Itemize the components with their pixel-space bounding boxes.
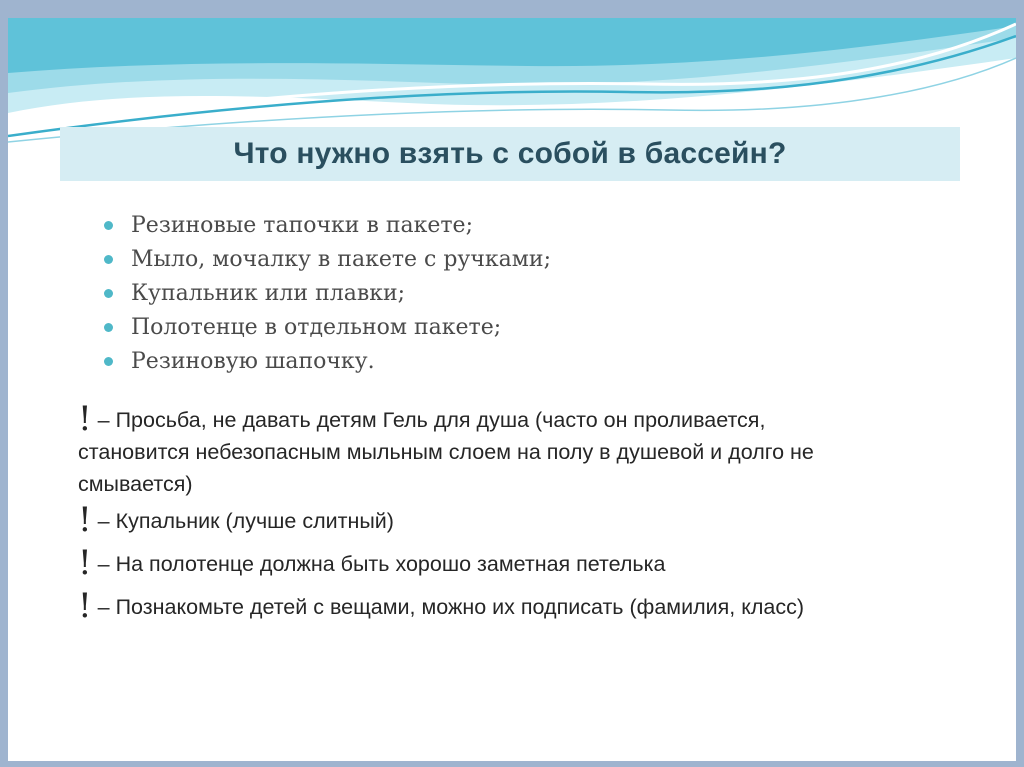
list-item-text: Полотенце в отдельном пакете; bbox=[131, 314, 502, 340]
bullet-icon bbox=[104, 255, 113, 264]
bullet-icon bbox=[104, 323, 113, 332]
note-line bbox=[78, 543, 978, 583]
exclamation-icon: ! bbox=[78, 586, 92, 626]
slide-title: Что нужно взять с собой в бассейн? bbox=[233, 137, 787, 170]
bullet-icon bbox=[104, 357, 113, 366]
list-item-text: Купальник или плавки; bbox=[131, 280, 406, 306]
title-band bbox=[60, 127, 960, 181]
notes-section bbox=[78, 399, 978, 633]
note-line bbox=[78, 500, 978, 540]
slide bbox=[8, 18, 1016, 761]
list-item bbox=[104, 310, 551, 344]
note-text: – На полотенце должна быть хорошо заметная петелька bbox=[97, 552, 666, 576]
list-item-text: Мыло, мочалку в пакете с ручками; bbox=[131, 246, 551, 272]
note-text: – Познакомьте детей с вещами, можно их подписать (фамилия, класс) bbox=[97, 595, 805, 619]
list-item bbox=[104, 208, 551, 242]
bullet-icon bbox=[104, 221, 113, 230]
list-item bbox=[104, 276, 551, 310]
note-item bbox=[78, 500, 978, 540]
note-item bbox=[78, 543, 978, 583]
note-line bbox=[78, 586, 978, 626]
note-item bbox=[78, 586, 978, 626]
list-item-text: Резиновую шапочку. bbox=[131, 348, 375, 374]
note-line bbox=[78, 399, 978, 439]
note-item bbox=[78, 399, 978, 500]
items-list bbox=[104, 208, 551, 378]
list-item-text: Резиновые тапочки в пакете; bbox=[131, 212, 473, 238]
exclamation-icon: ! bbox=[78, 500, 92, 540]
list-item bbox=[104, 242, 551, 276]
note-text: – Просьба, не давать детям Гель для душа (часто он проливается, bbox=[97, 408, 766, 432]
exclamation-icon: ! bbox=[78, 543, 92, 583]
exclamation-icon: ! bbox=[78, 399, 92, 439]
note-line: смывается) bbox=[78, 472, 193, 496]
note-line: становится небезопасным мыльным слоем на полу в душевой и долго не bbox=[78, 440, 814, 464]
list-item bbox=[104, 344, 551, 378]
note-text: – Купальник (лучше слитный) bbox=[97, 509, 394, 533]
bullet-icon bbox=[104, 289, 113, 298]
